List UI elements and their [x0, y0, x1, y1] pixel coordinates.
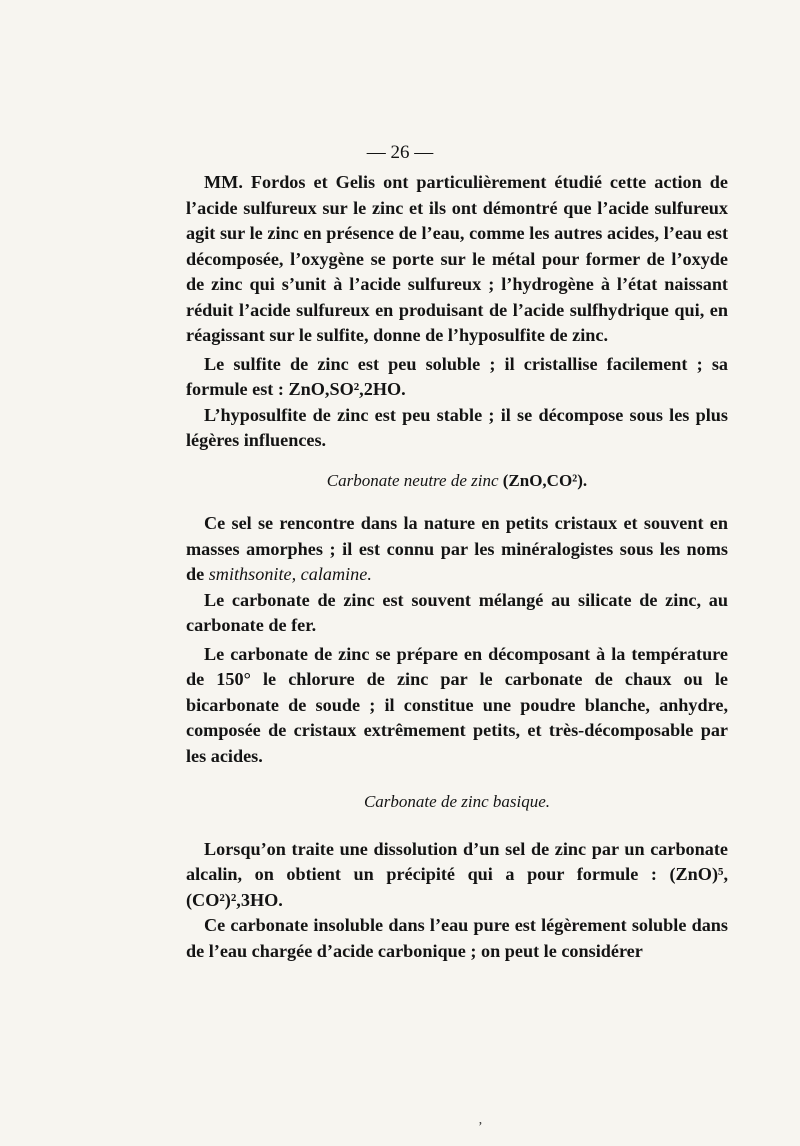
paragraph: MM. Fordos et Gelis ont particulièrement étudié cette action de l’acide sulfureux sur le zinc et ils ont démontré que l’acide sulfureux agit sur le zinc en présence de l’eau, comme les autres acides, l’eau est décomposée, l’oxygène se porte sur le métal pour former de l’oxyde de zinc qui s’unit à l’acide sulfureux ; l’hydrogène à l’état naissant réduit l’acide sulfureux en produisant de l’acide sulfhydrique qui, en réagissant sur le sulfite, donne de l’hyposulfite de zinc.: [186, 172, 728, 345]
paragraph: Lorsqu’on traite une dissolution d’un sel de zinc par un carbonate alcalin, on obtient un précipité qui a pour formule : (ZnO)⁵,(CO²)²,3HO.: [186, 838, 728, 910]
mineral-names: smithsonite, calamine.: [208, 564, 372, 584]
paragraph: L’hyposulfite de zinc est peu stable ; il se décompose sous les plus légères influences.: [186, 404, 728, 450]
paragraph: Le carbonate de zinc se prépare en décomposant à la température de 150° le chlorure de zinc par le carbonate de chaux ou le bicarbonate de soude ; il constitue une poudre blanche, anhydre, composée de cristaux extrêmement petits, et très-décomposable par les acides.: [186, 643, 728, 766]
page-number: — 26 —: [366, 142, 434, 163]
paragraph-text: Ce sel se rencontre dans la nature en petits cristaux et souvent en masses amorphes ; il est connu par les minéralogistes sous les noms de: [186, 513, 728, 584]
heading-label: Carbonate neutre de zinc: [326, 470, 499, 490]
paragraph: Ce carbonate insoluble dans l’eau pure est légèrement soluble dans de l’eau chargée d’acide carbonique ; on peut le considérer: [186, 915, 728, 961]
body-text: [186, 170, 728, 964]
paragraph: Le carbonate de zinc est souvent mélangé au silicate de zinc, au carbonate de fer.: [186, 589, 728, 635]
heading-label: Carbonate de zinc basique.: [363, 792, 551, 811]
paragraph: [186, 511, 728, 588]
stray-mark: ʼ: [478, 1120, 483, 1135]
section-heading: [186, 789, 728, 815]
paragraph: Le sulfite de zinc est peu soluble ; il cristallise facilement ; sa formule est : ZnO,SO²,2HO.: [186, 353, 728, 399]
section-heading: [186, 468, 728, 494]
heading-formula: (ZnO,CO²).: [502, 470, 588, 490]
